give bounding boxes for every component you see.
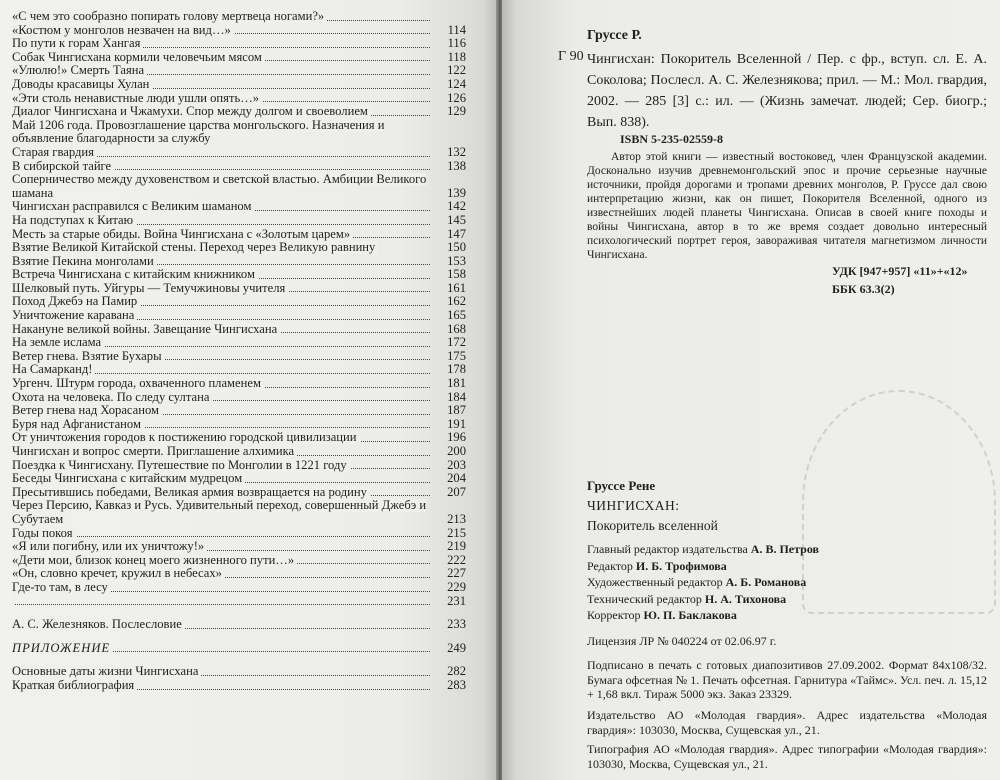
toc-entry-title: «Дети мои, близок конец моего жизненного пути…» (12, 554, 297, 567)
toc-entry (12, 78, 466, 92)
toc-entry-page: 126 (447, 90, 466, 105)
toc-entry-title: На Самарканд! (12, 363, 95, 376)
staff-role: Редактор (587, 558, 633, 573)
toc-entry-title: ПРИЛОЖЕНИЕ (12, 642, 113, 655)
toc-entry (12, 404, 466, 418)
toc-entry (12, 350, 466, 364)
classmark: Г 90 (558, 49, 584, 64)
left-page-contents (0, 0, 498, 780)
toc-entry (12, 445, 466, 459)
toc-entry-page: 200 (447, 444, 466, 458)
toc-entry-page: 213 (447, 511, 466, 526)
toc-entry-page: 231 (447, 593, 466, 608)
toc-entry (12, 228, 466, 242)
toc-entry-title: «С чем это сообразно попирать голову мертвеца ногами?» (12, 10, 327, 23)
toc-entry-page: 191 (447, 416, 466, 431)
toc-entry-page: 168 (447, 321, 466, 336)
toc-entry-page: 129 (447, 104, 466, 119)
toc-entry-page: 203 (447, 457, 466, 472)
toc-entry-page: 229 (447, 579, 466, 594)
toc-entry-page: 139 (447, 185, 466, 200)
toc-entry (12, 255, 466, 269)
toc-entry-title: По пути к горам Хангая (12, 37, 143, 50)
toc-entry (12, 119, 466, 146)
toc-entry-title: На земле ислама (12, 336, 104, 349)
toc-entry-title: Диалог Чингисхана и Чжамухи. Спор между долгом и своеволием (12, 105, 371, 118)
staff-role: Корректор (587, 608, 641, 622)
toc-entry-page: 249 (447, 640, 466, 655)
toc-entry-title: Годы покоя (12, 527, 76, 540)
toc-entry (12, 679, 466, 693)
typography-info: Типография АО «Молодая гвардия». Адрес типографии «Молодая гвардия»: 103030, Москва, Сущевская ул., 21. (587, 742, 987, 771)
toc-entry-page: 153 (447, 253, 466, 268)
isbn: ISBN 5-235-02559-8 (620, 132, 724, 146)
staff-name: А. В. Петров (750, 542, 820, 556)
toc-entry-page: 165 (447, 308, 466, 323)
toc-entry-page: 116 (447, 36, 466, 51)
toc-entry-page: 114 (447, 22, 466, 37)
toc-entry (12, 323, 466, 337)
toc-entry-page: 222 (447, 552, 466, 567)
toc-entry-title: Май 1206 года. Провозглашение царства монгольского. Назначения и объявление благодарности за службу (12, 118, 385, 146)
toc-entry-title: Встреча Чингисхана с китайским книжником (12, 268, 258, 281)
toc-entry-page: 207 (447, 484, 466, 499)
staff-line (587, 607, 987, 624)
license: Лицензия ЛР № 040224 от 02.06.97 г. (587, 634, 777, 648)
toc-entry (12, 581, 466, 595)
staff-role: Технический редактор (587, 591, 702, 606)
print-info: Подписано в печать с готовых диапозитивов 27.09.2002. Формат 84х108/32. Бумага офсетная № 1. Печать офсетная. Гарнитура «Таймс». Усл. печ. л. 15,12 + 1,68 вкл. Тираж 5000 экз. Заказ 23329. (587, 658, 987, 701)
toc-entry (12, 282, 466, 296)
bbk-code: ББК 63.3(2) (832, 282, 895, 296)
toc-entry-title: Ургенч. Штурм города, охваченного пламенем (12, 377, 264, 390)
toc-entry (12, 499, 466, 526)
author-name: Груссе Рене (587, 478, 656, 493)
toc-entry (12, 472, 466, 486)
toc-entry-title: Уничтожение каравана (12, 309, 137, 322)
toc-entry (12, 309, 466, 323)
toc-entry (12, 431, 466, 445)
toc-entry-page: 124 (447, 76, 466, 91)
toc-entry-title: Через Персию, Кавказ и Русь. Удивительный переход, совершенный Джебэ и Субутаем (12, 499, 427, 526)
toc-entry (12, 486, 466, 500)
editorial-staff (587, 541, 987, 624)
toc-entry-title: Соперничество между духовенством и светской властью. Амбиции Великого шамана (12, 173, 427, 200)
toc-entry-title: Взятие Пекина монголами (12, 255, 157, 268)
staff-name: И. Б. Трофимова (635, 558, 727, 573)
toc-entry-title: Беседы Чингисхана с китайским мудрецом (12, 472, 245, 485)
toc-entry-page: 181 (447, 376, 466, 391)
toc-entry-title: «Он, словно кречет, кружил в небесах» (12, 567, 225, 580)
toc-entry-title: Доводы красавицы Хулан (12, 78, 152, 91)
toc-entry-title: Старая гвардия (12, 146, 97, 159)
toc-entry-page: 158 (447, 267, 466, 282)
toc-entry-page: 122 (447, 63, 466, 78)
toc-entry-title: Месть за старые обиды. Война Чингисхана с «Золотым царем» (12, 228, 353, 241)
toc-entry (12, 160, 466, 174)
toc-entry (12, 268, 466, 282)
toc-entry-page: 118 (447, 49, 466, 64)
toc-entry-title: Основные даты жизни Чингисхана (12, 665, 201, 678)
publisher-info: Издательство АО «Молодая гвардия». Адрес издательства «Молодая гвардия»: 103030, Москва, Сущевская ул., 21. (587, 708, 987, 737)
toc-entry (12, 92, 466, 106)
staff-line (587, 558, 987, 575)
book-subtitle: Покоритель вселенной (587, 518, 718, 533)
toc-entry-page: 196 (447, 430, 466, 445)
toc-entry-title: Собак Чингисхана кормили человечьим мясом (12, 51, 265, 64)
toc-entry-title: Ветер гнева над Хорасаном (12, 404, 162, 417)
toc-entry-title: «Эти столь ненавистные люди ушли опять…» (12, 92, 262, 105)
right-page-imprint (502, 0, 1000, 780)
toc-entry-page: 215 (447, 525, 466, 540)
toc-entry-page: 233 (447, 617, 466, 632)
toc-entry-page: 184 (447, 389, 466, 404)
staff-name: Н. А. Тихонова (704, 591, 787, 606)
toc-entry-title: Краткая библиография (12, 679, 137, 692)
toc-entry (12, 146, 466, 160)
udk-code: УДК [947+957] «11»+«12» (832, 264, 968, 278)
toc-entry (12, 391, 466, 405)
staff-line (587, 574, 987, 591)
toc-entry (12, 618, 466, 632)
toc-entry-page: 161 (447, 280, 466, 295)
toc-entry-title: Накануне великой войны. Завещание Чингисхана (12, 323, 280, 336)
toc-entry-title: «Я или погибну, или их уничтожу!» (12, 540, 207, 553)
toc-entry-title: А. С. Железняков. Послесловие (12, 618, 185, 631)
toc-entry-page: 282 (447, 664, 466, 679)
toc-entry (12, 241, 466, 255)
toc-entry (12, 336, 466, 350)
book-title: ЧИНГИСХАН: (587, 498, 680, 513)
staff-role: Главный редактор издательства (587, 542, 748, 556)
toc-entry-page: 204 (447, 471, 466, 486)
toc-entry-title: Чингисхан расправился с Великим шаманом (12, 200, 254, 213)
staff-line (587, 591, 987, 608)
toc-entry-title: «Улюлю!» Смерть Таяна (12, 64, 147, 77)
toc-entry (12, 377, 466, 391)
toc-entry-title: Поездка к Чингисхану. Путешествие по Монголии в 1221 году (12, 459, 350, 472)
toc-entry-page: 178 (447, 362, 466, 377)
toc-entry-title: Где-то там, в лесу (12, 581, 111, 594)
toc-entry (12, 200, 466, 214)
toc-entry-title: Буря над Афганистаном (12, 418, 144, 431)
toc-entry-title: «Костюм у монголов незвачен на вид…» (12, 24, 234, 37)
toc-entry-page: 175 (447, 348, 466, 363)
toc-entry-title: Поход Джебэ на Памир (12, 295, 140, 308)
toc-entry-title: От уничтожения городов к постижению городской цивилизации (12, 431, 360, 444)
toc-entry (12, 37, 466, 51)
toc-entry (12, 527, 466, 541)
toc-entry-page: 145 (447, 212, 466, 227)
toc-entry (12, 540, 466, 554)
toc-entry-title: Охота на человека. По следу султана (12, 391, 212, 404)
toc-entry-page: 172 (447, 335, 466, 350)
toc-entry-title: На подступах к Китаю (12, 214, 136, 227)
table-of-contents (12, 10, 466, 693)
toc-entry (12, 64, 466, 78)
staff-name: Ю. П. Баклакова (643, 608, 737, 622)
staff-role: Художественный редактор (587, 575, 723, 589)
toc-entry (12, 642, 466, 656)
toc-entry (12, 595, 466, 609)
toc-entry (12, 24, 466, 38)
toc-entry (12, 459, 466, 473)
toc-entry-title: Ветер гнева. Взятие Бухары (12, 350, 165, 363)
toc-entry-page: 227 (447, 566, 466, 581)
toc-entry-page: 187 (447, 403, 466, 418)
staff-line (587, 541, 987, 558)
toc-entry-page: 283 (447, 677, 466, 692)
toc-entry-title: В сибирской тайге (12, 160, 114, 173)
toc-entry (12, 554, 466, 568)
toc-entry-page: 138 (447, 158, 466, 173)
toc-entry (12, 105, 466, 119)
toc-entry (12, 295, 466, 309)
toc-entry (12, 214, 466, 228)
toc-entry (12, 10, 466, 24)
toc-spacer (12, 655, 466, 665)
toc-entry (12, 418, 466, 432)
toc-entry-title: Шелковый путь. Уйгуры — Темучжиновы учителя (12, 282, 288, 295)
bibliographic-record: Чингисхан: Покоритель Вселенной / Пер. с фр., вступ. сл. Е. А. Соколова; Послесл. А. С. Железнякова; прил. — М.: Мол. гвардия, 2002. — 285 [3] с.: ил. — (Жизнь замечат. людей; Сер. биогр.; Вып. 838). (587, 52, 987, 130)
staff-name: А. Б. Романова (725, 575, 807, 589)
toc-entry-title: Взятие Великой Китайской стены. Переход через Великую равнину (12, 241, 378, 254)
toc-entry (12, 173, 466, 200)
toc-entry (12, 51, 466, 65)
toc-entry-page: 219 (447, 539, 466, 554)
toc-entry (12, 567, 466, 581)
toc-entry (12, 363, 466, 377)
annotation: Автор этой книги — известный востоковед, член Французской академии. Досконально изучив древнемонгольский эпос и прочие серьезные научные источники, пройдя дорогами и тропами древних монголов, Р. Груссе дал свою интерпретацию жизни, как он пишет, Покорителя Вселенной, одного из известнейших людей планеты Чингисхана. Описав в своей книге походы и войны Чингисхана, автор в то же время создает довольно интересный психологический портрет героя, завораживая читателя магнетизмом личности Чингисхана. (587, 151, 987, 261)
toc-spacer (12, 608, 466, 618)
toc-spacer (12, 632, 466, 642)
toc-entry (12, 665, 466, 679)
author-heading: Груссе Р. (587, 28, 642, 43)
toc-entry-title (12, 595, 15, 608)
toc-entry-page: 150 (447, 240, 466, 255)
toc-entry-page: 147 (447, 226, 466, 241)
toc-entry-page: 132 (447, 144, 466, 159)
toc-entry-page: 142 (447, 199, 466, 214)
toc-entry-title: Пресытившись победами, Великая армия возвращается на родину (12, 486, 370, 499)
toc-entry-title: Чингисхан и вопрос смерти. Приглашение алхимика (12, 445, 297, 458)
toc-entry-page: 162 (447, 294, 466, 309)
